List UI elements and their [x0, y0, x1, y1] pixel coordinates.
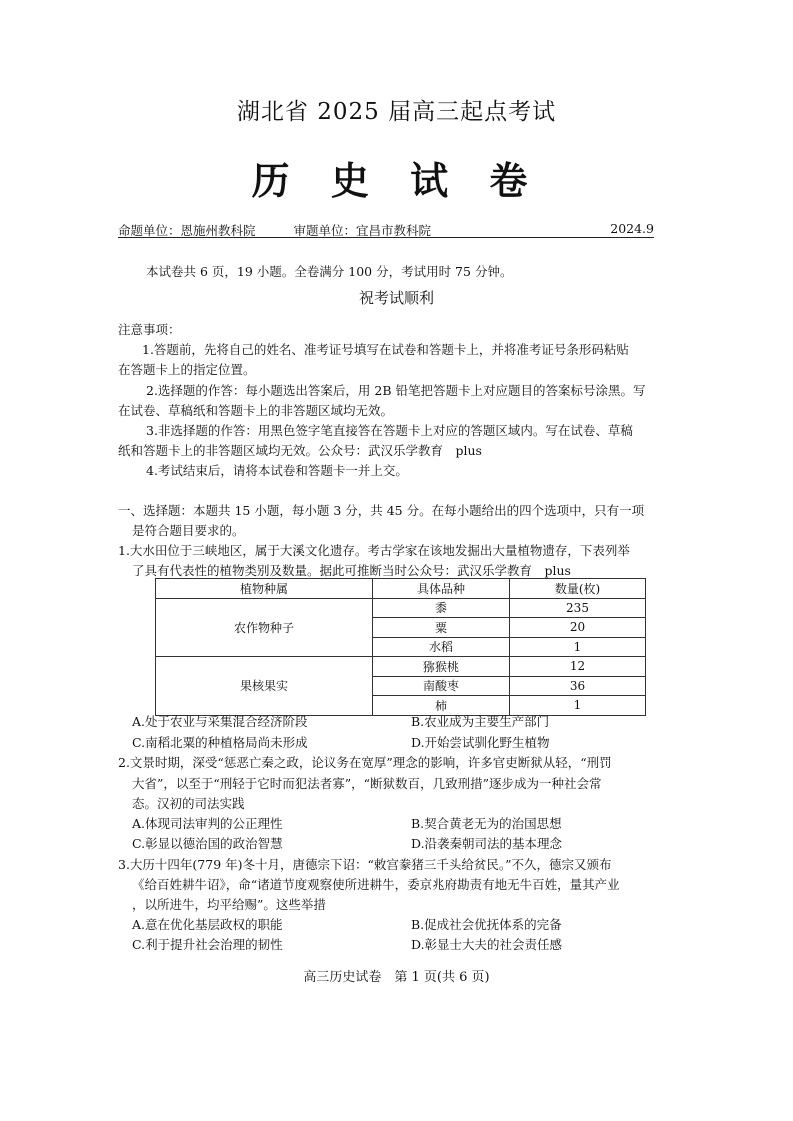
table-row: [156, 657, 646, 677]
subject-title: 历 史 试 卷: [251, 158, 542, 203]
q1-stem-cont: 了具有代表性的植物类别及数量。据此可推断当时公众号：武汉乐学教育 plus: [132, 563, 571, 578]
exam-date: 2024.9: [610, 221, 654, 236]
note-line: 3.非选择题的作答：用黑色签字笔直接答在答题卡上对应的答题区域内。写在试卷、草稿: [146, 423, 633, 438]
note-line: 4.考试结束后，请将本试卷和答题卡一并上交。: [146, 463, 408, 478]
q2-stem-cont: 大省”，以至于“刑轻于它时而犯法者寡”，“断狱数百，几致刑措”逐步成为一种社会常: [132, 776, 602, 791]
q1-stem: 1.大水田位于三峡地区，属于大溪文化遗存。考古学家在该地发掘出大量植物遗存，下表列举: [118, 543, 630, 558]
variety-cell: 粟: [373, 618, 510, 638]
table-header-cell: 具体品种: [373, 579, 510, 599]
q3-option-a: A.意在优化基层政权的职能: [132, 917, 283, 932]
variety-cell: 水稻: [373, 637, 510, 657]
q3-stem-cont: ，以所进牛，均平给赐”。这些举措: [132, 897, 326, 912]
q1-option-c: C.南稻北粟的种植格局尚未形成: [132, 735, 308, 750]
count-cell: 1: [510, 696, 646, 716]
intro-text: 本试卷共 6 页，19 小题。全卷满分 100 分，考试用时 75 分钟。: [146, 264, 513, 279]
q1-option-b: B.农业成为主要生产部门: [411, 714, 550, 729]
table-row: [156, 598, 646, 618]
section-heading-cont: 是符合题目要求的。: [132, 523, 245, 538]
header-divider: [118, 237, 654, 238]
variety-cell: 柿: [373, 696, 510, 716]
q2-option-b: B.契合黄老无为的治国思想: [411, 816, 562, 831]
q2-option-c: C.彰显以德治国的政治智慧: [132, 836, 283, 851]
plant-remains-table: [155, 578, 646, 716]
q2-option-a: A.体现司法审判的公正理性: [132, 816, 283, 831]
count-cell: 1: [510, 637, 646, 657]
variety-cell: 猕猴桃: [373, 657, 510, 677]
setter-unit: 命题单位：恩施州教科院: [118, 223, 256, 238]
page-footer: 高三历史试卷 第 1 页(共 6 页): [303, 970, 490, 985]
q3-option-b: B.促成社会优抚体系的完备: [411, 917, 562, 932]
table-header-cell: 植物种属: [156, 579, 373, 599]
blessing-text: 祝考试顺利: [358, 289, 434, 307]
exam-title: 湖北省 2025 届高三起点考试: [236, 99, 557, 125]
count-cell: 36: [510, 676, 646, 696]
q1-option-d: D.开始尝试驯化野生植物: [411, 735, 550, 750]
note-line: 纸和答题卡上的非答题区域均无效。公众号：武汉乐学教育 plus: [118, 443, 482, 458]
note-line: 2.选择题的作答：每小题选出答案后，用 2B 铅笔把答题卡上对应题目的答案标号涂黑。写: [146, 383, 646, 398]
q2-option-d: D.沿袭秦朝司法的基本理念: [411, 836, 563, 851]
note-line: 在试卷、草稿纸和答题卡上的非答题区域均无效。: [118, 403, 394, 418]
group-cell-fruits: 果核果实: [156, 657, 373, 716]
q3-stem: 3.大历十四年(779 年)冬十月，唐德宗下诏：“敕宫豢猪三千头给贫民。”不久，德宗又颁布: [118, 857, 612, 872]
variety-cell: 黍: [373, 598, 510, 618]
q2-stem: 2.文景时期，深受“惩恶亡秦之政，论议务在宽厚”理念的影响，许多官吏断狱从轻，“刑罚: [118, 755, 612, 770]
table-header-cell: 数量(枚): [510, 579, 646, 599]
note-line: 1.答题前，先将自己的姓名、准考证号填写在试卷和答题卡上，并将准考证号条形码粘贴: [142, 342, 629, 357]
reviewer-unit: 审题单位：宜昌市教科院: [293, 223, 431, 238]
q1-option-a: A.处于农业与采集混合经济阶段: [132, 714, 308, 729]
group-cell-crops: 农作物种子: [156, 598, 373, 657]
count-cell: 20: [510, 618, 646, 638]
q3-stem-cont: 《给百姓耕牛诏》，命“诸道节度观察使所进耕牛，委京兆府勘责有地无牛百姓，量其产业: [132, 877, 620, 892]
q3-option-d: D.彰显士大夫的社会责任感: [411, 937, 563, 952]
notes-heading: 注意事项：: [118, 322, 181, 337]
count-cell: 235: [510, 598, 646, 618]
count-cell: 12: [510, 657, 646, 677]
section-heading: 一、选择题：本题共 15 小题，每小题 3 分，共 45 分。在每小题给出的四个选项中，只有一项: [118, 503, 645, 518]
note-line: 在答题卡上的指定位置。: [118, 362, 256, 377]
table-header-row: [156, 579, 646, 599]
q3-option-c: C.利于提升社会治理的韧性: [132, 937, 283, 952]
variety-cell: 南酸枣: [373, 676, 510, 696]
q2-stem-cont: 态。汉初的司法实践: [132, 796, 245, 811]
